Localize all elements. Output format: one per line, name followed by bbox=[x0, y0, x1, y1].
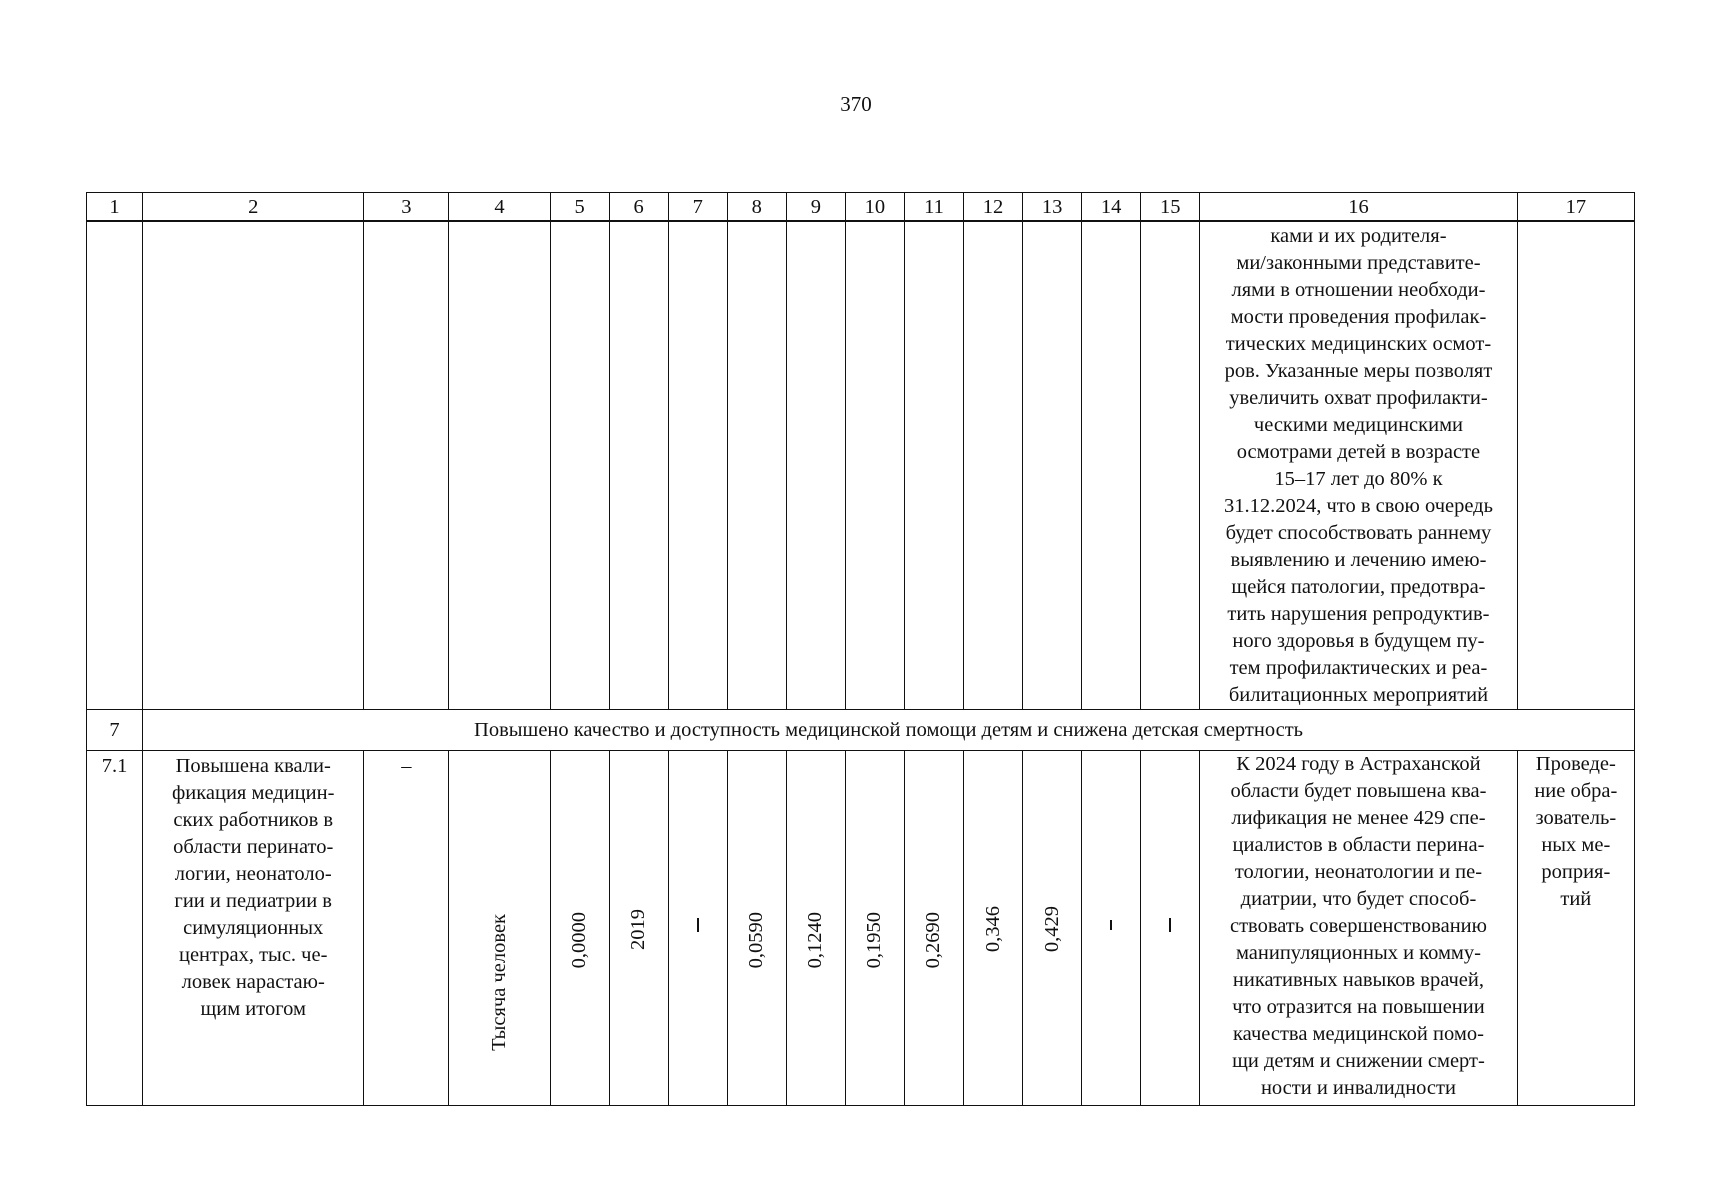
year-value: 0,429 bbox=[1040, 905, 1063, 953]
column-header: 10 bbox=[845, 193, 904, 222]
column-header: 3 bbox=[364, 193, 449, 222]
table-cell bbox=[904, 221, 963, 710]
base-year-cell bbox=[609, 751, 668, 1106]
column-header: 6 bbox=[609, 193, 668, 222]
year-value: 0,346 bbox=[981, 905, 1004, 953]
table-cell bbox=[1023, 221, 1082, 710]
base-value-cell bbox=[550, 751, 609, 1106]
year-value: 0,2690 bbox=[922, 911, 945, 969]
table-cell bbox=[87, 221, 143, 710]
column-header: 4 bbox=[449, 193, 550, 222]
unit-label: Тысяча человек bbox=[488, 913, 511, 1051]
column-header: 15 bbox=[1141, 193, 1200, 222]
empty-value-cell bbox=[1141, 751, 1200, 1106]
column-header: 12 bbox=[964, 193, 1023, 222]
table-cell bbox=[550, 221, 609, 710]
column-header: 2 bbox=[143, 193, 364, 222]
value-cell bbox=[786, 751, 845, 1106]
item-activity: Проведе- ние обра- зователь- ных ме- роприя- тий bbox=[1517, 751, 1634, 1106]
page-number: 370 bbox=[840, 92, 872, 116]
section-number: 7 bbox=[87, 710, 143, 751]
table-cell bbox=[449, 221, 550, 710]
continuation-description: ками и их родителя- ми/законными представите- лями в отношении необходи- мости проведения профилак- тических медицинских осмот- ров. Указанные меры позволят увеличить охват профилакти- ческими медицинскими осмотрами детей в возрасте 15–17 лет до 80% к 31.12.2024, что в свою очередь будет способствовать раннему выявлению и лечению имею- щейся патологии, предотвра- тить нарушения репродуктив- ного здоровья в будущем пу- тем профилактических и реа- билитационных мероприятий bbox=[1200, 221, 1517, 710]
table-cell bbox=[1082, 221, 1141, 710]
table-cell bbox=[1517, 221, 1634, 710]
column-header: 17 bbox=[1517, 193, 1634, 222]
table-cell bbox=[1141, 221, 1200, 710]
empty-value-cell bbox=[1082, 751, 1141, 1106]
value-cell bbox=[964, 751, 1023, 1106]
item-name: Повышена квали- фикация медицин- ских работников в области перинато- логии, неонатоло- гии и педиатрии в симуляционных центрах, тыс. че- ловек нарастаю- щим итогом bbox=[143, 751, 364, 1106]
indicators-table bbox=[86, 192, 1635, 1106]
year-value: 0,1950 bbox=[863, 911, 886, 969]
column-header: 5 bbox=[550, 193, 609, 222]
empty-value-cell bbox=[668, 751, 727, 1106]
item-description: К 2024 году в Астраханской области будет повышена ква- лификация не менее 429 спе- циалистов в области перина- тологии, неонатологии и пе- диатрии, что будет способ- ствовать совершенствованию манипуляционных и комму- никативных навыков врачей, что отразится на повышении качества медицинской помо- щи детям и снижении смерт- ности и инвалидности bbox=[1200, 751, 1517, 1106]
value-cell bbox=[904, 751, 963, 1106]
table-cell bbox=[364, 221, 449, 710]
column-header: 1 bbox=[87, 193, 143, 222]
value-cell bbox=[1023, 751, 1082, 1106]
column-number-row bbox=[87, 193, 1635, 222]
empty-value-mark bbox=[697, 918, 699, 932]
section-row bbox=[87, 710, 1635, 751]
item-row bbox=[87, 751, 1635, 1106]
year-value: 0,1240 bbox=[804, 911, 827, 969]
table-cell bbox=[786, 221, 845, 710]
table-cell bbox=[609, 221, 668, 710]
base-value: 0,0000 bbox=[568, 911, 591, 969]
column-header: 8 bbox=[727, 193, 786, 222]
table-cell bbox=[845, 221, 904, 710]
column-header: 13 bbox=[1023, 193, 1082, 222]
base-year: 2019 bbox=[627, 908, 650, 950]
item-col3: – bbox=[364, 751, 449, 1106]
section-title: Повышено качество и доступность медицинской помощи детям и снижена детская смертность bbox=[143, 710, 1635, 751]
column-header: 16 bbox=[1200, 193, 1517, 222]
table-cell bbox=[668, 221, 727, 710]
column-header: 9 bbox=[786, 193, 845, 222]
empty-value-mark bbox=[1169, 918, 1171, 932]
column-header: 14 bbox=[1082, 193, 1141, 222]
continuation-row bbox=[87, 221, 1635, 710]
table-cell bbox=[727, 221, 786, 710]
value-cell bbox=[727, 751, 786, 1106]
unit-cell bbox=[449, 751, 550, 1106]
year-value: 0,0590 bbox=[745, 911, 768, 969]
table-cell bbox=[964, 221, 1023, 710]
item-number: 7.1 bbox=[87, 751, 143, 1106]
column-header: 11 bbox=[904, 193, 963, 222]
empty-value-mark bbox=[1110, 920, 1112, 930]
value-cell bbox=[845, 751, 904, 1106]
column-header: 7 bbox=[668, 193, 727, 222]
table-cell bbox=[143, 221, 364, 710]
